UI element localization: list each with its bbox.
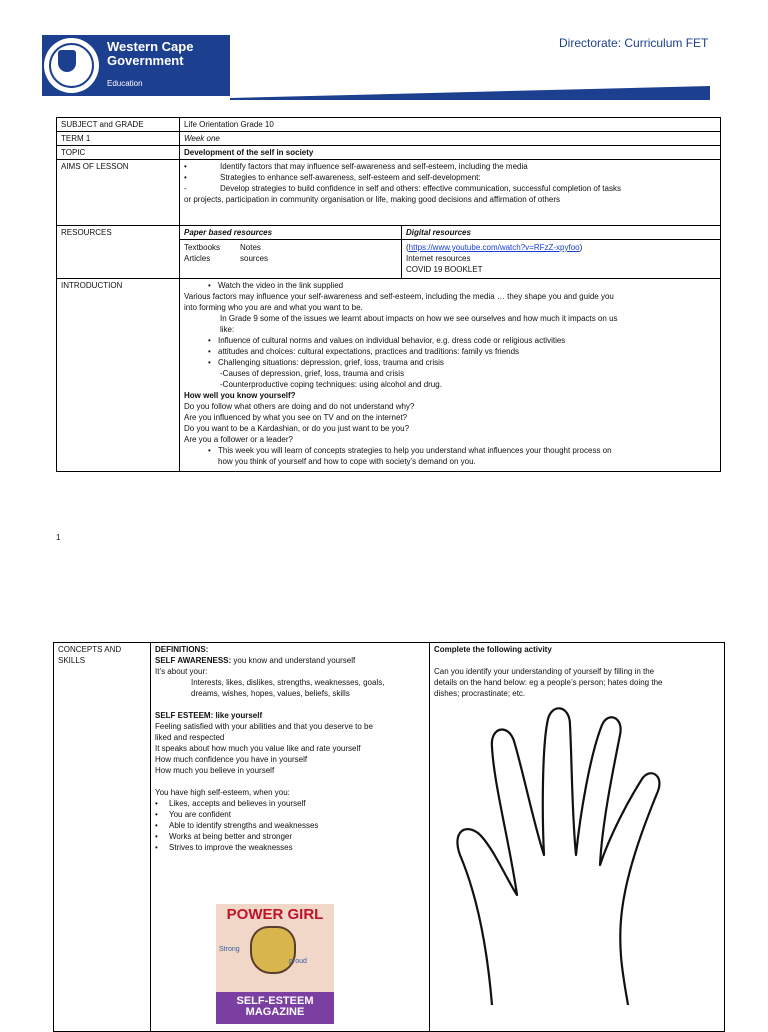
intro-bullet: • Challenging situations: depression, grief, loss, trauma and crisis	[208, 358, 444, 367]
definitions-heading: DEFINITIONS:	[155, 645, 209, 654]
hand-outline-image	[452, 705, 702, 1005]
definition-list: dreams, wishes, hopes, values, beliefs, skills	[191, 689, 350, 698]
poster-subtitle: SELF-ESTEEM MAGAZINE	[236, 995, 314, 1018]
definition-text: liked and respected	[155, 733, 225, 742]
intro-text: like:	[220, 325, 235, 334]
intro-question: Do you want to be a Kardashian, or do you just want to be you?	[184, 424, 410, 433]
intro-bullet: • attitudes and choices: cultural expectations, practices and traditions: family vs friends	[208, 347, 520, 356]
activity-instructions: dishes; procrastinate; etc.	[434, 689, 526, 698]
intro-bullet-cont: how you think of yourself and how to cope with society’s demand on you.	[218, 457, 476, 466]
aim-item: - Develop strategies to build confidence in self and others: effective communication, successful completion of tasks	[184, 184, 621, 193]
paper-item: Articles	[184, 254, 211, 263]
subject-label: SUBJECT and GRADE	[57, 118, 180, 132]
poster-title: POWER GIRL	[226, 906, 324, 923]
intro-text: into forming who you are and what you want to be.	[184, 303, 363, 312]
intro-text: In Grade 9 some of the issues we learnt about impacts on how we see ourselves and how much it impacts on us	[220, 314, 618, 323]
intro-bullet: • Watch the video in the link supplied	[208, 281, 344, 290]
intro-subitem: -Causes of depression, grief, loss, trauma and crisis	[220, 369, 405, 378]
directorate-title: Directorate: Curriculum FET	[559, 36, 709, 50]
definition-text: How much confidence you have in yourself	[155, 755, 308, 764]
activity-heading: Complete the following activity	[434, 645, 552, 654]
definition-text: Feeling satisfied with your abilities and that you deserve to be	[155, 722, 373, 731]
digital-item: COVID 19 BOOKLET	[406, 265, 483, 274]
aim-item-cont: or projects, participation in community organisation or life, making good decisions and affirmation of others	[184, 195, 561, 204]
definition-text: It’s about your:	[155, 667, 208, 676]
page-number: 1	[56, 533, 61, 542]
concepts-table	[53, 642, 725, 1032]
department-name: Education	[107, 79, 143, 88]
high-esteem-item: • Strives to improve the weaknesses	[155, 843, 293, 852]
paper-item: Textbooks	[184, 243, 221, 252]
lesson-table	[56, 117, 721, 472]
topic-label: TOPIC	[57, 146, 180, 160]
self-awareness-definition: SELF AWARENESS: you know and understand yourself	[155, 656, 356, 665]
youtube-link[interactable]: https://www.youtube.com/watch?v=RFzZ-xpyfoo	[408, 243, 580, 252]
high-esteem-item: • Able to identify strengths and weaknesses	[155, 821, 319, 830]
intro-text: Various factors may influence your self-awareness and self-esteem, including the media … they shape you and guide you	[184, 292, 614, 301]
activity-instructions: Can you identify your understanding of yourself by filling in the	[434, 667, 655, 676]
aim-item: • Strategies to enhance self-awareness, self-esteem and self-development:	[184, 173, 481, 182]
paper-resources-cell	[180, 226, 402, 279]
self-knowledge-heading: How well you know yourself?	[184, 391, 296, 400]
intro-bullet: • This week you will learn of concepts strategies to help you understand what influences your thought process on	[208, 446, 612, 455]
poster-words: Strong proud	[219, 946, 307, 965]
intro-subitem: -Counterproductive coping techniques: using alcohol and drug.	[220, 380, 442, 389]
topic-value: Development of the self in society	[180, 146, 721, 160]
digital-resources-cell: Digital resources (https://www.youtube.com/watch?v=RFzZ-xpyfoo) Internet resources COVID 19 BOOKLET	[402, 226, 721, 279]
intro-question: Do you follow what others are doing and do not understand why?	[184, 402, 415, 411]
header-rule	[230, 86, 710, 100]
paper-item: Notes	[240, 243, 261, 252]
definition-text: It speaks about how much you value like and rate yourself	[155, 744, 361, 753]
paper-resources-heading: Paper based resources	[180, 226, 401, 240]
aim-item: • Identify factors that may influence self-awareness and self-esteem, including the media	[184, 162, 528, 171]
crest-icon	[44, 38, 99, 93]
definition-text: How much you believe in yourself	[155, 766, 275, 775]
high-esteem-item: • You are confident	[155, 810, 231, 819]
power-girl-poster-image	[216, 904, 334, 1024]
gov-name-line1: Western Cape	[107, 39, 194, 54]
aims-cell	[180, 160, 721, 226]
definition-list: Interests, likes, dislikes, strengths, weaknesses, goals,	[191, 678, 385, 687]
intro-bullet: • Influence of cultural norms and values on individual behavior, e.g. dress code or religious activities	[208, 336, 566, 345]
concepts-label: CONCEPTS AND SKILLS	[54, 643, 151, 1032]
term-label: TERM 1	[57, 132, 180, 146]
digital-item: Internet resources	[406, 254, 471, 263]
gov-name-line2: Government	[107, 53, 184, 68]
aims-label: AIMS OF LESSON	[57, 160, 180, 226]
term-value: Week one	[180, 132, 721, 146]
activity-instructions: details on the hand below: eg a people’s person; hates doing the	[434, 678, 663, 687]
self-esteem-heading: SELF ESTEEM: like yourself	[155, 711, 263, 720]
introduction-label: INTRODUCTION	[57, 279, 180, 472]
paper-item: sources	[240, 254, 269, 263]
introduction-cell	[180, 279, 721, 472]
high-esteem-intro: You have high self-esteem, when you:	[155, 788, 290, 797]
subject-value: Life Orientation Grade 10	[180, 118, 721, 132]
digital-resources-heading: Digital resources	[402, 226, 720, 240]
high-esteem-item: • Works at being better and stronger	[155, 832, 293, 841]
resources-label: RESOURCES	[57, 226, 180, 279]
intro-question: Are you a follower or a leader?	[184, 435, 293, 444]
intro-question: Are you influenced by what you see on TV and on the internet?	[184, 413, 408, 422]
high-esteem-item: • Likes, accepts and believes in yourself	[155, 799, 306, 808]
activity-cell	[430, 643, 725, 1032]
